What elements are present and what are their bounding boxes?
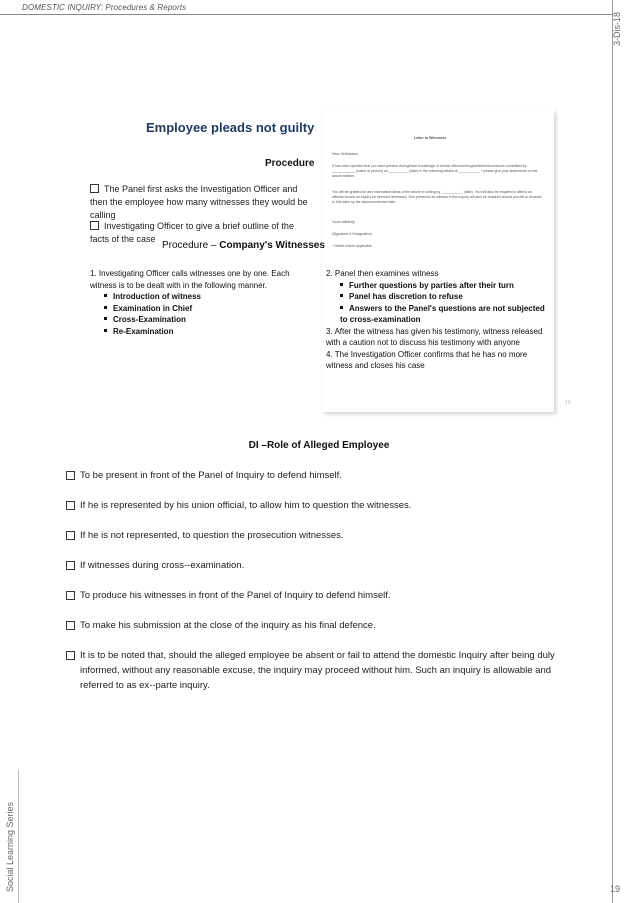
side-date: 3-Dis-18 <box>612 11 622 46</box>
letter-body-1: It has been reported that you were present during/have knowledge of certain offences/irregularities/misconducts committed by ____________ (name of person) on __________ (date) in the following details of ___________ * please give your statements on the above matters. <box>332 164 538 178</box>
square-bullet-icon <box>340 283 343 286</box>
list-item: 3. After the witness has given his testimony, witness released with a caution not to discuss his testimony with anyone <box>326 326 543 347</box>
margin-rule <box>612 0 613 903</box>
series-label: Social Learning Series <box>5 801 15 892</box>
procedure-item: The Panel first asks the Investigation Officer and then the employee how many witnesses they would be calling <box>90 184 308 220</box>
list-item: To produce his witnesses in front of the Panel of Inquiry to defend himself. <box>66 588 566 603</box>
list-item: 4. The Investigation Officer confirms that he has no more witness and closes his case <box>326 349 528 370</box>
square-bullet-icon <box>104 294 107 297</box>
letter-heading: Letter to Witnesses <box>414 136 447 140</box>
list-item: 2. Panel then examines witness <box>326 269 439 278</box>
letter-signature: (Signature & Designation) <box>332 232 373 236</box>
checkbox-bullet-icon <box>90 221 99 230</box>
checkbox-bullet-icon <box>66 471 75 480</box>
slide-right-list <box>326 268 548 372</box>
slide-title: Employee pleads not guilty <box>146 120 315 135</box>
square-bullet-icon <box>340 294 343 297</box>
letter-salutation: Dear Sir/Madam, <box>332 152 359 156</box>
checkbox-bullet-icon <box>66 561 75 570</box>
witness-heading: Procedure – Company's Witnesses <box>162 240 325 251</box>
list-subitem: Panel has discretion to refuse <box>326 291 548 303</box>
list-item: To make his submission at the close of the inquiry as his final defence. <box>66 618 566 633</box>
slide-page-number: 19 <box>565 400 571 406</box>
list-subitem: Introduction of witness <box>90 291 312 303</box>
square-bullet-icon <box>104 306 107 309</box>
square-bullet-icon <box>340 306 343 309</box>
role-bullet-list <box>66 468 566 708</box>
left-margin-rule <box>18 770 19 903</box>
checkbox-bullet-icon <box>66 591 75 600</box>
list-item: If he is represented by his union official, to allow him to question the witnesses. <box>66 498 566 513</box>
list-subitem: Examination in Chief <box>90 303 312 315</box>
list-item: If witnesses during cross--examination. <box>66 558 566 573</box>
list-item: It is to be noted that, should the alleged employee be absent or fail to attend the domestic Inquiry after being duly informed, without any reasonable excuse, the inquiry may proceed without him. Such an inquiry is allowable and referred to as ex--parte inquiry. <box>66 648 566 693</box>
list-item: If he is not represented, to question the prosecution witnesses. <box>66 528 566 543</box>
checkbox-bullet-icon <box>90 184 99 193</box>
letter-note: * Delete where applicable <box>332 244 372 248</box>
letter-body-2: You will be grateful for any information/ideas of the above in writing by ___________ (date). You will also be required to attend as witness should an inquiry be deemed necessary. Your presence as witness in the inquiry will also be required should you fail to respond to this letter by the abovementioned date. <box>332 190 542 204</box>
slide-left-list <box>90 268 312 337</box>
checkbox-bullet-icon <box>66 501 75 510</box>
square-bullet-icon <box>104 317 107 320</box>
list-subitem: Cross-Examination <box>90 314 312 326</box>
list-subitem: Re-Examination <box>90 326 312 338</box>
checkbox-bullet-icon <box>66 531 75 540</box>
procedure-item: Investigating Officer to give a brief outline of the facts of the case <box>90 221 294 244</box>
checkbox-bullet-icon <box>66 621 75 630</box>
running-head: DOMESTIC INQUIRY: Procedures & Reports <box>22 3 187 12</box>
square-bullet-icon <box>104 329 107 332</box>
header-rule <box>0 14 612 15</box>
letter-closing: Yours faithfully, <box>332 220 356 224</box>
list-subitem: Answers to the Panel's questions are not subjected to cross-examination <box>340 303 545 324</box>
checkbox-bullet-icon <box>66 651 75 660</box>
page-number: 19 <box>610 884 621 894</box>
section-title: DI –Role of Alleged Employee <box>248 440 390 451</box>
procedure-heading: Procedure <box>265 158 315 169</box>
list-item: To be present in front of the Panel of Inquiry to defend himself. <box>66 468 566 483</box>
list-subitem: Further questions by parties after their turn <box>326 280 548 292</box>
list-item: 1. Investigating Officer calls witnesses one by one. Each witness is to be dealt with in the following manner. <box>90 269 290 290</box>
